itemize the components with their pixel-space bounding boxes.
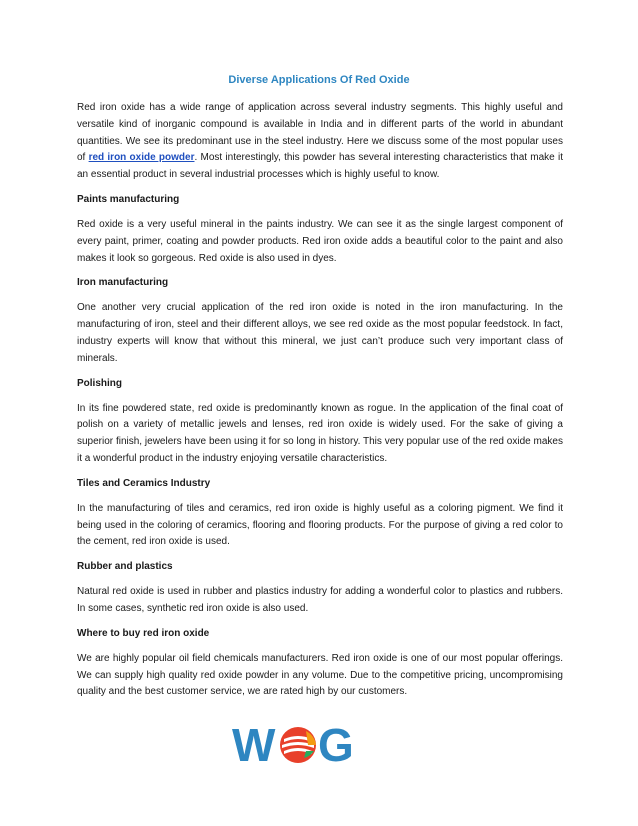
red-iron-oxide-powder-link[interactable]: red iron oxide powder [88, 152, 195, 164]
document-body [77, 100, 563, 709]
section-body-paints: Red oxide is a very useful mineral in the paints industry. We can see it as the single largest component of every paint, primer, coating and powder products. Red iron oxide adds a beautiful color to the paint and also makes it look so gorgeous. Red oxide is also used in dyes. [77, 218, 563, 264]
wog-logo [232, 719, 362, 771]
logo-globe-icon [278, 725, 318, 765]
section-heading-polishing: Polishing [77, 377, 122, 389]
section-heading-tiles: Tiles and Ceramics Industry [77, 477, 211, 489]
section-body-polishing: In its fine powdered state, red oxide is predominantly known as rogue. In the application of the final coat of polish on a variety of metallic jewels and lenses, red iron oxide is widely used. For the sake of giving a superior finish, jewelers have been using it for so long in history. This very popular use of the red oxide makes it a wonderful product in the industry enjoying versatile characteristics. [77, 402, 563, 464]
intro-text-before: Red iron oxide has a wide range of application across several industry segments. This highly useful and versatile kind of inorganic compound is available in India and in different parts of the world in abundant quantities. We see its predominant use in the steel industry. Here we discuss some of the most popular uses of [77, 102, 563, 164]
section-heading-paints: Paints manufacturing [77, 193, 180, 205]
document-title: Diverse Applications Of Red Oxide [228, 74, 410, 86]
intro-paragraph [77, 100, 563, 184]
section-body-tiles: In the manufacturing of tiles and ceramics, red iron oxide is highly useful as a coloring pigment. We find it being used in the coloring of ceramics, flooring and flooring products. For the purpose of giving a red color to the cement, red iron oxide is used. [77, 502, 563, 548]
intro-text-after: . Most interestingly, this powder has several interesting characteristics that make it an essential product in several industrial processes which is highly useful to know. [77, 152, 563, 181]
section-heading-rubber: Rubber and plastics [77, 561, 173, 573]
section-heading-where-to-buy: Where to buy red iron oxide [77, 627, 210, 639]
logo-letter-g: G [318, 719, 354, 771]
logo-letter-w: W [232, 719, 276, 771]
section-heading-iron: Iron manufacturing [77, 277, 169, 289]
section-body-where-to-buy: We are highly popular oil field chemicals manufacturers. Red iron oxide is one of our most popular offerings. We can supply high quality red oxide powder in any volume. Due to the competitive pricing, uncompromising quality and the best customer service, we are rated high by our customers. [77, 652, 563, 698]
section-body-rubber: Natural red oxide is used in rubber and plastics industry for adding a wonderful color to plastics and rubbers. In some cases, synthetic red iron oxide is also used. [77, 586, 563, 614]
section-body-iron: One another very crucial application of the red iron oxide is noted in the iron manufacturing. In the manufacturing of iron, steel and their different alloys, we see red oxide as the most popular feedstock. In fact, industry experts will know that without this mineral, we just can’t produce such very important class of minerals. [77, 302, 563, 364]
